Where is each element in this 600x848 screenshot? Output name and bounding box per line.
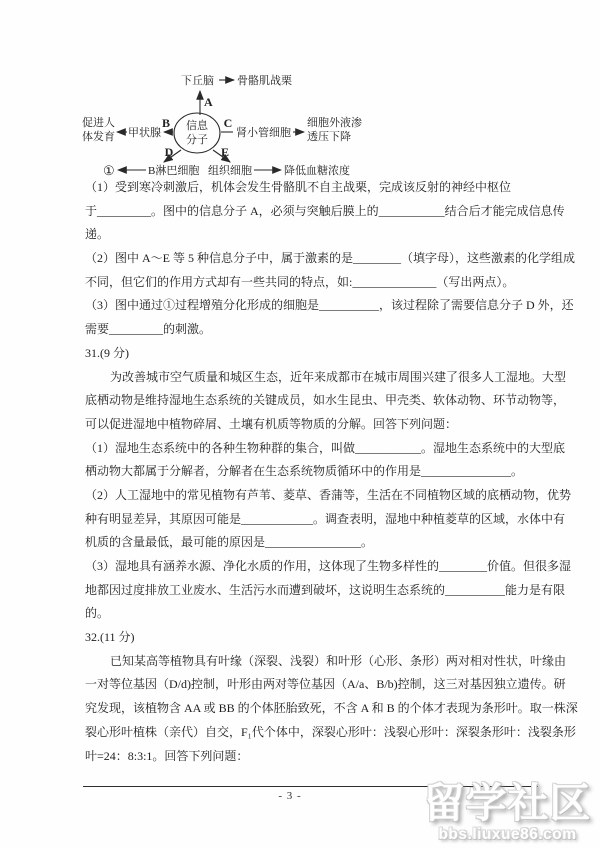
text-line: 已知某高等植物具有叶缘（深裂、浅裂）和叶形（心形、条形）两对相对性状，叶缘由	[110, 653, 567, 668]
text-line: （3）湿地具有涵养水源、净化水质的作用，这体现了生物多样性的________价值。但很多湿	[85, 559, 572, 573]
molecule-d-label: D	[164, 145, 174, 159]
text-line: 32.(11 分)	[85, 630, 135, 645]
tissue-cell-label: 组织细胞	[208, 165, 252, 177]
molecule-c-label: C	[223, 116, 233, 130]
text-line: 需要_________的刺激。	[85, 322, 212, 337]
text-line: 裂心形叶植株（亲代）自交，F₁代个体中，深裂心形叶：浅裂心形叶：深裂条形叶：浅裂条形	[85, 724, 576, 739]
info-molecule-text-1: 信息	[186, 120, 208, 132]
text-line: 一对等位基因（D/d)控制，叶形由两对等位基因（A/a、B/b)控制，这三对基因独立遗传。研	[85, 677, 566, 692]
text-line: 究发现，该植物含 AA 或 BB 的个体胚胎致死，不含 A 和 B 的个体才表现为条形叶。取一株深	[85, 701, 578, 716]
text-line: 于_________。图中的信息分子 A，必须与突触后膜上的___________结合后才能完成信息传	[85, 203, 565, 218]
osmotic-pressure-label-2: 透压下降	[307, 131, 351, 143]
hypothalamus-label: 下丘脑	[181, 75, 214, 87]
text-line: 31.(9 分)	[85, 345, 129, 360]
skeletal-muscle-shiver-label: 骨骼肌战栗	[237, 75, 292, 87]
text-line: 的。	[85, 606, 110, 621]
text-line: （2）图中 A～E 等 5 种信息分子中，属于激素的是________（填字母），这些激素的化学组成	[85, 251, 575, 266]
site-watermark	[415, 780, 600, 843]
text-line: （1）受到寒冷刺激后，机体会发生骨骼肌不自主战栗，完成该反射的神经中枢位	[85, 180, 512, 194]
info-molecule-diagram	[0, 58, 600, 182]
molecule-b-label: B	[161, 116, 171, 130]
text-line: 可以促进湿地中植物碎屑、土壤有机质等物质的分解。回答下列问题：	[85, 416, 458, 431]
page-number: - 3 -	[278, 790, 302, 802]
text-line: （2）人工湿地中的常见植物有芦苇、菱草、香蒲等，生活在不同植物区域的底栖动物，优势	[85, 487, 572, 502]
exam-content	[85, 176, 578, 768]
text-line: 机质的含量最低，最可能的原因是________________。	[85, 535, 374, 550]
b-lymphocyte-label: B淋巴细胞	[148, 165, 200, 177]
text-line: （1）湿地生态系统中的各种生物种群的集合，叫做___________。湿地生态系统中的大型底	[85, 440, 566, 455]
renal-tubule-cell-label: 肾小管细胞	[236, 127, 291, 139]
watermark-title: 留学社区	[423, 780, 592, 826]
promote-growth-label-2: 体发育	[82, 131, 115, 143]
info-molecule-ellipse	[174, 113, 220, 153]
text-line: 为改善城市空气质量和城区生态，近年来成都市在城市周围兴建了很多人工湿地。大型	[110, 369, 567, 384]
text-line: 递。	[85, 227, 110, 242]
text-line: 地都因过度排放工业废水、生活污水而遭到破坏，这说明生态系统的__________能力是有限	[85, 582, 566, 597]
text-line: 不同，但它们的作用方式却有一些共同的特点，如:______________（写出两点）。	[85, 274, 515, 289]
lower-blood-sugar-label: 降低血糖浓度	[284, 165, 350, 177]
molecule-a-label: A	[204, 95, 213, 109]
text-line: （3）图中通过①过程增殖分化形成的细胞是__________，该过程除了需要信息分子 D 外，还	[85, 298, 574, 313]
promote-growth-label-1: 促进人	[82, 117, 115, 129]
text-line: 底栖动物是维持湿地生态系统的关键成员，如水生昆虫、甲壳类、软体动物、环节动物等，	[85, 393, 566, 408]
process-1-circle-label: ①	[103, 163, 115, 178]
watermark-url: bbs.liuxue86.com	[438, 826, 577, 843]
info-molecule-text-2: 分子	[186, 134, 208, 146]
thyroid-label: 甲状腺	[128, 127, 161, 139]
text-line: 种有明显差异，其原因可能是____________。调查表明，湿地中种植菱草的区域，水体中有	[85, 511, 566, 526]
text-line: 栖动物大都属于分解者，分解者在生态系统物质循环中的作用是_______________。	[85, 464, 524, 479]
text-line: 叶=24：8:3:1。回答下列问题：	[85, 748, 249, 763]
osmotic-pressure-label-1: 细胞外液渗	[307, 117, 362, 129]
molecule-e-label: E	[220, 145, 230, 159]
